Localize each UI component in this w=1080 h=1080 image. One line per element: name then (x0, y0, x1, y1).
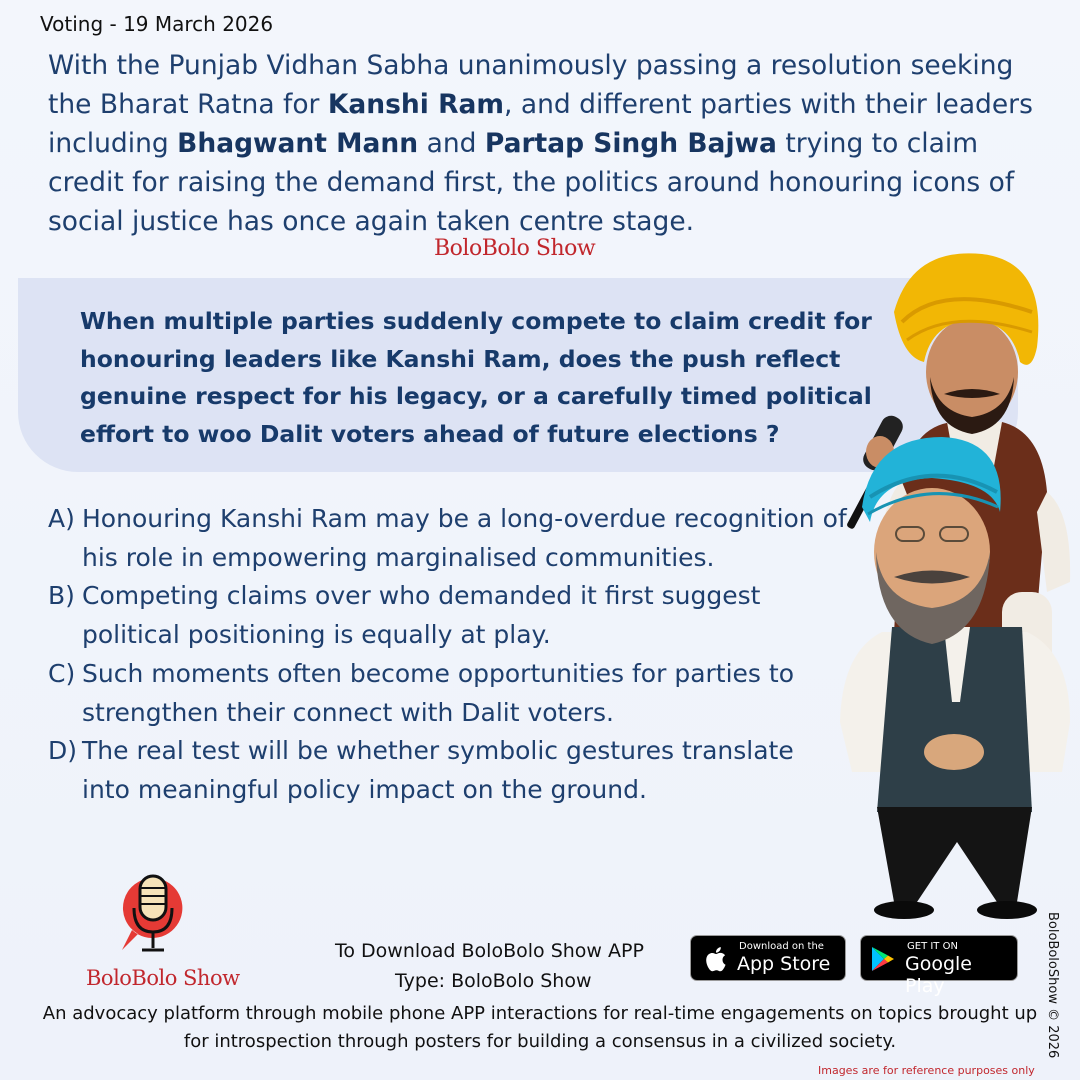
intro-bold-kanshi-ram: Kanshi Ram (327, 89, 504, 120)
intro-text: , and different parties with their leaders including (48, 89, 1033, 159)
option-letter: B) (48, 581, 75, 611)
option-text: The real test will be whether symbolic gestures translate into meaningful policy impact on the ground. (82, 736, 794, 804)
intro-paragraph (48, 46, 1048, 241)
poll-option-d[interactable] (48, 732, 848, 809)
option-letter: D) (48, 736, 78, 766)
google-play-button[interactable] (860, 935, 1018, 997)
google-play-small-text: GET IT ON (907, 941, 958, 952)
intro-text: and (418, 128, 485, 159)
intro-bold-partap-bajwa: Partap Singh Bajwa (484, 128, 777, 159)
option-text: Such moments often become opportunities for parties to strengthen their connect with Dalit voters. (82, 658, 794, 727)
footer-tagline: An advocacy platform through mobile phone APP interactions for real-time engagements on topics brought up for introspection through posters for building a consensus in a civilized society. (42, 1003, 1038, 1052)
intro-text: trying to claim credit for raising the demand first, the politics around honouring icons of social justice has once again taken centre stage. (48, 128, 1015, 237)
brand-wordmark: BoloBolo Show (434, 236, 596, 261)
logo-wordmark: BoloBolo Show (86, 966, 240, 990)
poll-options (48, 500, 848, 810)
download-search-term: Type: BoloBolo Show (395, 970, 592, 992)
google-play-icon (871, 946, 895, 972)
intro-bold-bhagwant-mann: Bhagwant Mann (177, 128, 419, 159)
date-label: Voting - 19 March 2026 (40, 12, 274, 36)
app-store-small-text: Download on the (739, 941, 824, 952)
option-letter: C) (48, 658, 76, 688)
intro-text: With the Punjab Vidhan Sabha unanimously passing a resolution seeking the Bharat Ratna for (48, 50, 1014, 120)
option-text: Competing claims over who demanded it first suggest political positioning is equally at play. (82, 581, 761, 650)
download-instruction: To Download BoloBolo Show APP (335, 940, 644, 962)
microphone-logo-icon (118, 872, 188, 968)
app-store-label: App Store (737, 953, 831, 975)
app-store-button[interactable] (690, 935, 846, 981)
google-play-label: Google Play (905, 953, 973, 997)
image-disclaimer: Images are for reference purposes only (818, 1064, 1035, 1077)
poll-option-c[interactable] (48, 655, 848, 732)
poll-option-a[interactable] (48, 500, 848, 577)
politicians-illustration (832, 252, 1080, 932)
option-letter: A) (48, 504, 75, 533)
apple-icon (703, 945, 727, 973)
poll-option-b[interactable] (48, 577, 848, 654)
copyright-notice: BoloBoloShow © 2026 (1045, 912, 1060, 1059)
option-text: Honouring Kanshi Ram may be a long-overdue recognition of his role in empowering marginalised communities. (82, 504, 847, 572)
poll-question: When multiple parties suddenly compete to claim credit for honouring leaders like Kanshi Ram, does the push reflect genuine respect for his legacy, or a carefully timed political effort to woo Dalit voters ahead of future elections ? (80, 307, 872, 448)
